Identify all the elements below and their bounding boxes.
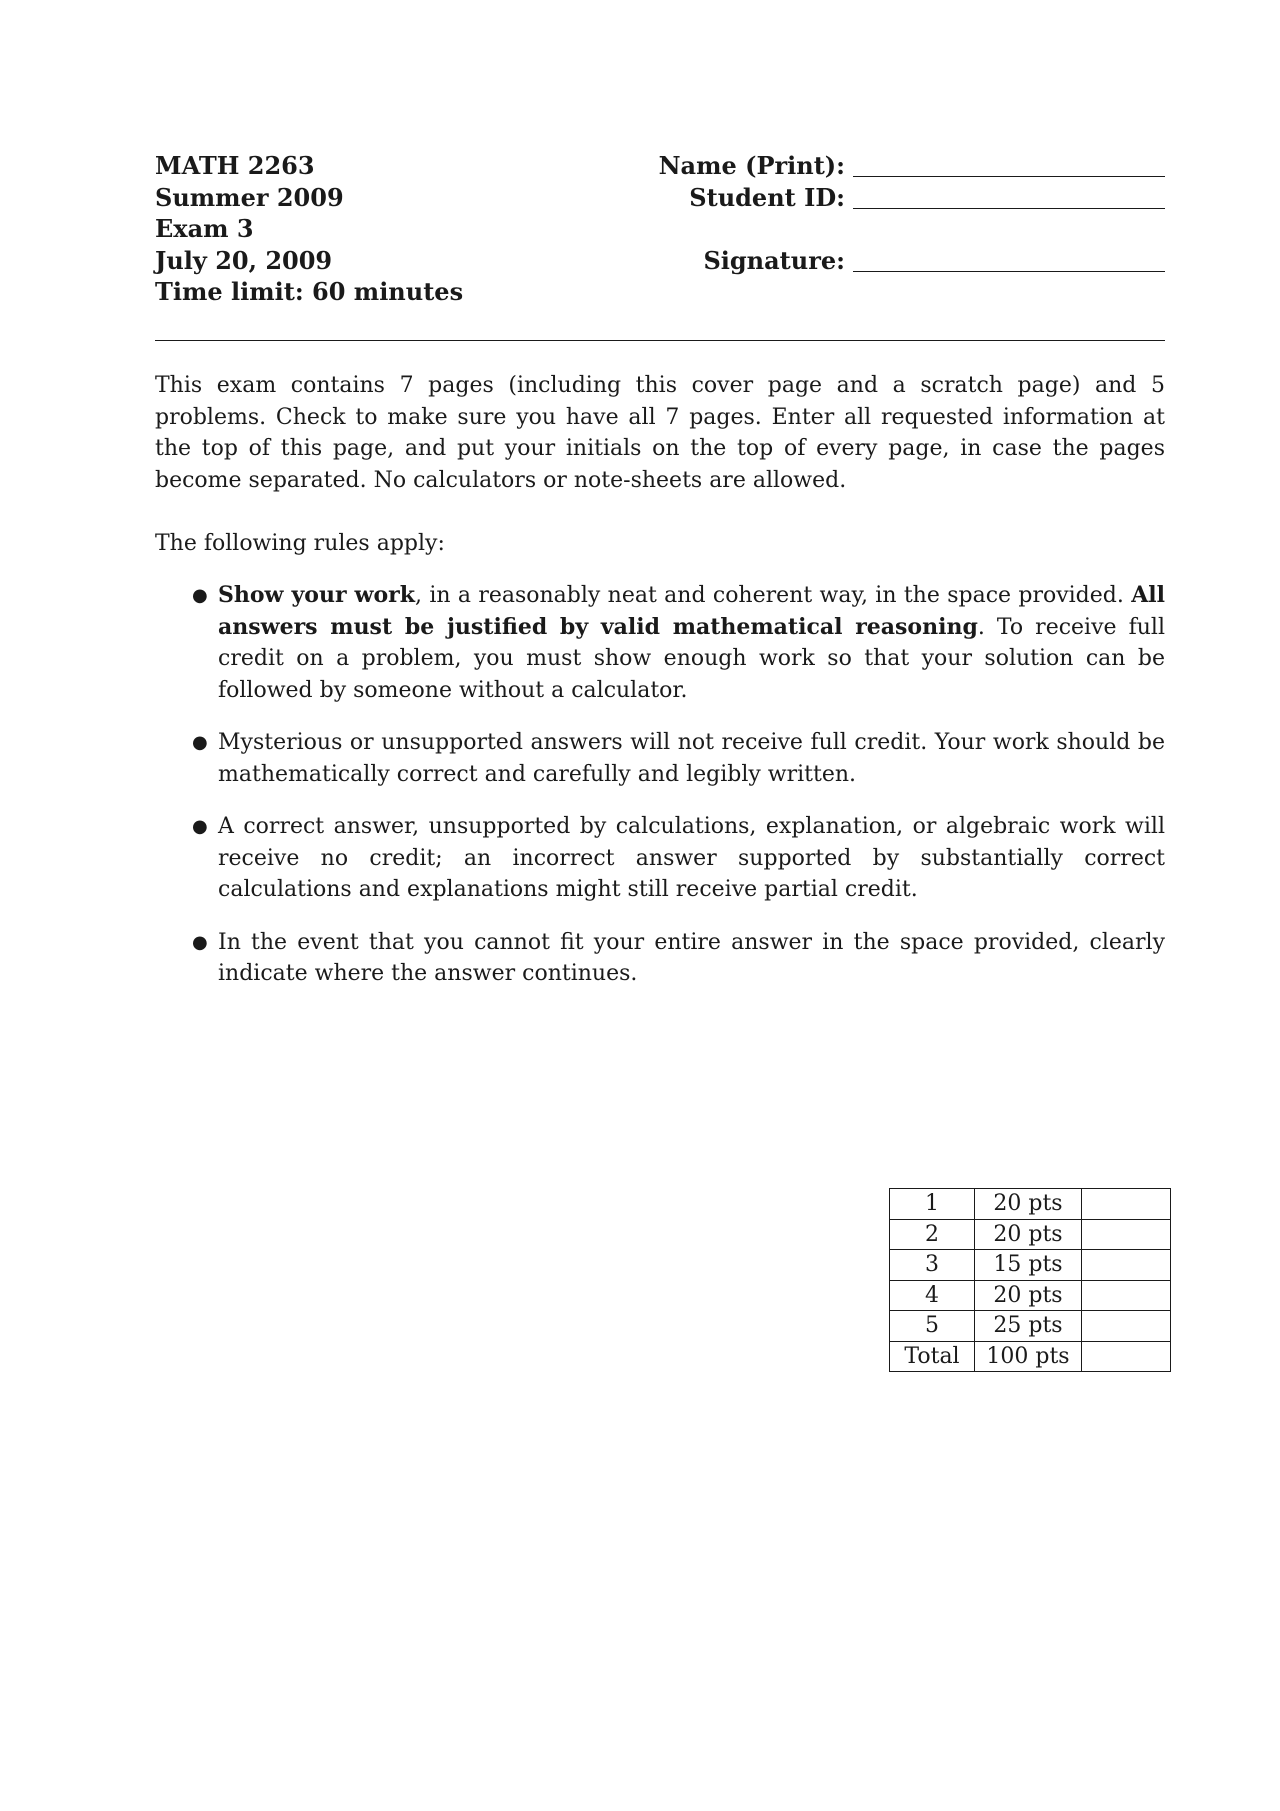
bullet-icon: ● [192, 585, 208, 606]
problem-points: 20 pts [975, 1280, 1082, 1311]
field-spacer [620, 213, 1165, 245]
signature-label: Signature: [703, 245, 845, 275]
header-divider [155, 340, 1165, 341]
exam-date: July 20, 2009 [155, 245, 333, 275]
rules-list [155, 580, 1165, 1011]
table-row [890, 1341, 1171, 1372]
name-field[interactable] [620, 150, 1165, 182]
table-row [890, 1311, 1171, 1342]
score-table [889, 1188, 1171, 1372]
total-label: Total [890, 1341, 975, 1372]
total-score-cell[interactable] [1082, 1341, 1171, 1372]
student-id-label: Student ID: [689, 182, 845, 212]
rule-bold-text: All answers must be justified by valid mathematical reasoning [218, 582, 1165, 640]
term: Summer 2009 [155, 182, 344, 212]
score-cell[interactable] [1082, 1311, 1171, 1342]
bullet-icon: ● [192, 931, 208, 953]
intro-paragraph: This exam contains 7 pages (including this cover page and a scratch page) and 5 problems. Check to make sure you have all 7 pages. Enter all requested information at the top of this page, and put your initials on the top of every page, in case the pages become separated. No calculators or note-sheets are allowed. [155, 373, 1165, 493]
bullet-icon: ● [192, 732, 208, 753]
rule-item [155, 727, 1165, 790]
time-limit: Time limit: 60 minutes [155, 277, 464, 306]
problem-points: 15 pts [975, 1250, 1082, 1281]
name-blank-line[interactable] [853, 176, 1165, 177]
name-label: Name (Print): [658, 151, 845, 180]
problem-points: 20 pts [975, 1189, 1082, 1220]
rule-bold-text: Show your work [218, 582, 415, 608]
problem-number: 5 [890, 1311, 975, 1342]
problem-points: 20 pts [975, 1219, 1082, 1250]
problem-number: 3 [890, 1250, 975, 1281]
table-row [890, 1219, 1171, 1250]
score-cell[interactable] [1082, 1250, 1171, 1281]
table-row [890, 1189, 1171, 1220]
rule-item [155, 580, 1165, 706]
rule-text: A correct answer, unsupported by calculations, explanation, or algebraic work will receive no credit; an incorrect answer supported by substantially correct calculations and explanations might still receive partial credit. [218, 814, 1165, 902]
rule-item [155, 927, 1165, 990]
bullet-icon: ● [192, 816, 208, 837]
exam-number: Exam 3 [155, 214, 254, 243]
table-row [890, 1280, 1171, 1311]
signature-blank-line[interactable] [853, 271, 1165, 272]
score-cell[interactable] [1082, 1189, 1171, 1220]
student-id-field[interactable] [620, 182, 1165, 214]
table-row [890, 1250, 1171, 1281]
course-code: MATH 2263 [155, 151, 315, 180]
rule-text: . To receive full credit on a problem, you must show enough work so that your solution can be followed by someone without a calculator. [218, 614, 1165, 703]
total-points: 100 pts [975, 1341, 1082, 1372]
student-info-fields [620, 150, 1165, 276]
score-cell[interactable] [1082, 1219, 1171, 1250]
signature-field[interactable] [620, 245, 1165, 277]
rule-text: , in a reasonably neat and coherent way, in the space provided. [415, 583, 1132, 608]
problem-number: 4 [890, 1280, 975, 1311]
rules-lead: The following rules apply: [155, 531, 445, 556]
rule-text: Mysterious or unsupported answers will not receive full credit. Your work should be mathematically correct and carefully and legibly written. [218, 730, 1165, 787]
rule-item [155, 811, 1165, 906]
exam-header-info [155, 150, 463, 308]
problem-number: 2 [890, 1219, 975, 1250]
problem-points: 25 pts [975, 1311, 1082, 1342]
score-cell[interactable] [1082, 1280, 1171, 1311]
student-id-blank-line[interactable] [853, 208, 1165, 209]
problem-number: 1 [890, 1189, 975, 1220]
rule-text: In the event that you cannot fit your entire answer in the space provided, clearly indicate where the answer continues. [218, 929, 1165, 986]
